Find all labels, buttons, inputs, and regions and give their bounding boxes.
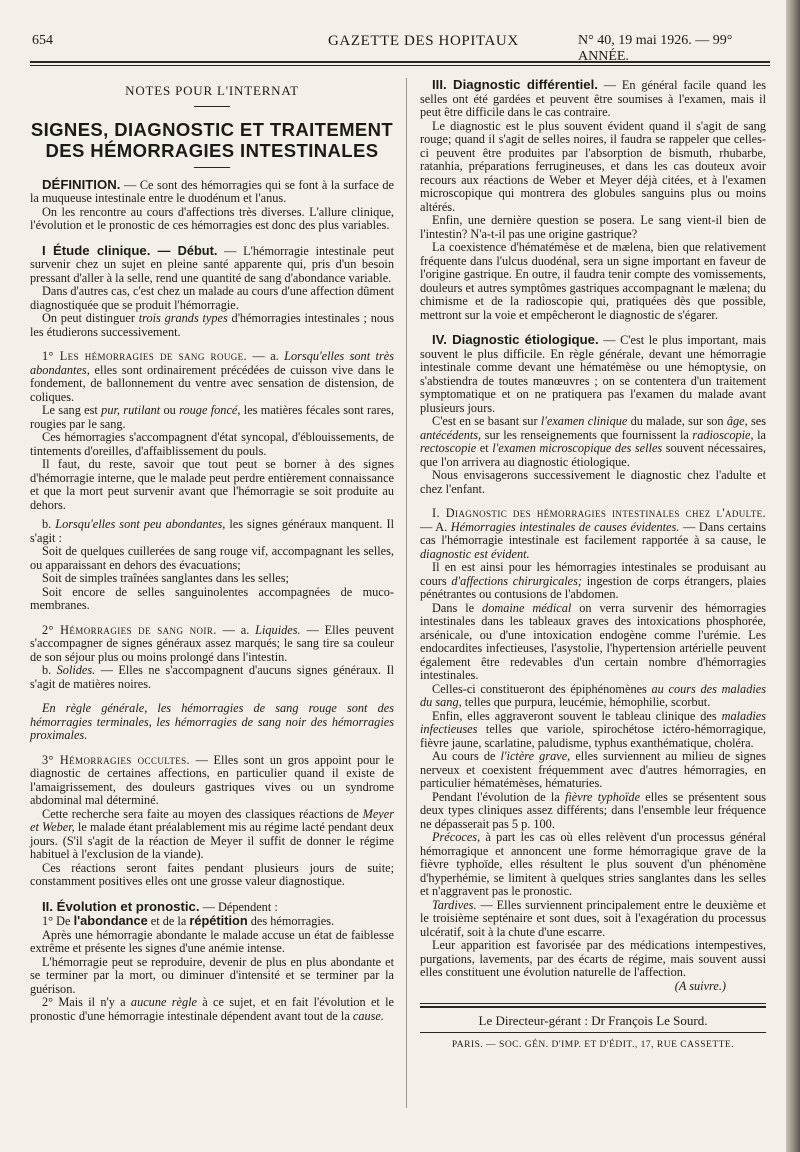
section-heading-etude: I Étude clinique.: [42, 242, 151, 258]
paragraph-sang-noir: 2° Hémorragies de sang noir. — a. Liquides. — Elles peuvent s'accompagner de signes généraux assez marqués; le sang tire sa couleur de son séjour plus ou moins prolongé dans l'intestin.: [30, 622, 394, 664]
section-heading-diag-differentiel: III. Diagnostic différentiel.: [432, 77, 598, 92]
paragraph: L'hémorragie peut se reproduire, devenir de plus en plus abondante et se terminer par la mort, ou diminuer d'intensité et se terminer par la guérison.: [30, 954, 394, 996]
paragraph: Cette recherche sera faite au moyen des classiques réactions de Meyer et Weber, le malade étant préalablement mis au régime lacté pendant deux jours. (S'il s'agit de la réaction de Meyer il suffit de donner le régime habituel à l'exclusion de la viande).: [30, 806, 394, 861]
paragraph: Au cours de l'ictère grave, elles surviennent au milieu de signes nerveux et coexistent fréquemment avec d'autres hémorragies, en particulier hématémèses, hématuries.: [420, 749, 766, 790]
paragraph-diag-differentiel: III. Diagnostic différentiel. — En général facile quand les selles ont été gardées et peuvent être soumises à l'examen, mais il peut être difficile dans le cas contraire.: [420, 77, 766, 119]
debut-text: — L'hémorragie intestinale peut survenir chez un sujet en pleine santé apparente qui, pris d'un besoin pressant d'aller à la selle, rend une quantité de sang d'abondance variable.: [30, 243, 394, 285]
paragraph: Nous envisagerons successivement le diagnostic chez l'adulte et chez l'enfant.: [420, 468, 766, 496]
paragraph: Celles-ci constitueront des épiphénomènes au cours des maladies du sang, telles que purpura, leucémie, hémophilie, scorbut.: [420, 681, 766, 709]
paragraph-etude-clinique: [30, 244, 394, 286]
paragraph: Soit de quelques cuillerées de sang rouge vif, accompagnant les selles, ou apparaissant en dehors des évacuations;: [30, 544, 394, 572]
article-title-line1: SIGNES, DIAGNOSTIC ET TRAITEMENT: [30, 118, 394, 140]
paragraph: Le sang est pur, rutilant ou rouge foncé, les matières fécales sont rares, rougies par le sang.: [30, 403, 395, 431]
section-head: NOTES POUR L'INTERNAT: [125, 83, 299, 98]
header-rule-thick: [30, 61, 770, 63]
paragraph: 1° De l'abondance et de la répétition des hémorragies.: [42, 913, 335, 928]
section-heading-evolution: II. Évolution et pronostic.: [42, 898, 200, 914]
paragraph: b. Lorsqu'elles sont peu abondantes, les signes généraux manquent. Il s'agit :: [30, 517, 394, 545]
subheading-debut: — Début.: [150, 242, 218, 258]
paragraph: 2° Mais il n'y a aucune règle à ce sujet, et en fait l'évolution et le pronostic d'une hémorragie intestinale dépendent avant tout de la cause.: [30, 995, 394, 1023]
to-be-continued: [420, 980, 766, 994]
running-head: [32, 33, 770, 64]
paragraph: Dans d'autres cas, c'est chez un malade au cours d'une affection dûment diagnostiquée que se produit l'hémorragie.: [30, 284, 394, 312]
paragraph: Enfin, une dernière question se posera. Le sang vient-il bien de l'intestin? N'a-t-il pas une origine gastrique?: [420, 213, 766, 241]
italic-text: Lorsqu'elles sont très abondantes,: [30, 349, 394, 377]
paragraph-occultes: 3° Hémorragies occultes. — Elles sont un gros appoint pour le diagnostic de certaines affections, en particulier quand il existe de l'amaigrissement, des douleurs gastriques vives ou un syndrome abdominal mal déterminé.: [30, 752, 394, 807]
left-column: [30, 78, 394, 1023]
right-column: [420, 78, 766, 1052]
director-signature: Le Directeur-gérant : Dr François Le Sourd.: [478, 1013, 708, 1028]
page-number: 654: [32, 33, 53, 48]
italic-text: En règle générale, les hémorragies de sang rouge sont des hémorragies terminales, les hémorragies de sang noir des hémorragies proximales.: [30, 701, 394, 742]
paragraph-diag-adulte: I. Diagnostic des hémorragies intestinales chez l'adulte. — A. Hémorragies intestinales de causes évidentes. — Dans certains cas l'hémorragie intestinale est facilement rapportée à sa cause, le diagnostic est évident.: [420, 506, 766, 561]
paragraph: Le diagnostic est le plus souvent évident quand il s'agit de sang rouge; quand il s'agit de selles noires, il faudra se rappeler que celles-ci peuvent être produites par l'absorption de bismuth, rhubarbe, ratanhia, préparations ferrugineuses, et dans les cas douteux avoir recours aux réactions de Weber et Meyer déjà citées, et à l'examen microscopique qui montrera des globules sanguins plus ou moins altérés.: [420, 118, 766, 214]
section-heading-diag-etiologique: IV. Diagnostic étiologique.: [432, 332, 599, 347]
issue-info: N° 40, 19 mai 1926. — 99° ANNÉE.: [578, 33, 733, 64]
paragraph: Pendant l'évolution de la fièvre typhoïde elles se présentent sous deux types cliniques assez différents; dans l'ensemble leur fréquence ne dépasserait pas 5 p. 100.: [420, 789, 767, 831]
subheading-sang-noir: 2° Hémorragies de sang noir.: [42, 622, 217, 637]
paragraph: Après une hémorragie abondante le malade accuse un état de faiblesse extrême et présente les signes d'une anémie intense.: [30, 927, 394, 955]
paragraph: Ces réactions seront faites pendant plusieurs jours de suite; constamment positives elles ont une grosse valeur diagnostique.: [30, 860, 394, 888]
definition-label: DÉFINITION.: [42, 176, 121, 192]
paragraph: Tardives. — Elles surviennent principalement entre le deuxième et le troisième septénaire et sont dues, soit à l'exagération du processus ulcératif, soit à la chute d'une escarre.: [420, 897, 766, 939]
paragraph: Leur apparition est favorisée par des médications intempestives, purgations, lavements, par des écarts de régime, mais souvent aussi elles constituent une évolution naturelle de l'affection.: [420, 938, 766, 979]
page-edge-shadow: [786, 0, 800, 1152]
paragraph: Ces hémorragies s'accompagnent d'état syncopal, d'éblouissements, de tintements d'oreilles, d'affaiblissement du pouls.: [30, 430, 394, 458]
paragraph-evolution: II. Évolution et pronostic. — Dépendent :: [42, 898, 278, 914]
title-rule-top: [194, 106, 230, 107]
paragraph: On les rencontre au cours d'affections très diverses. L'allure clinique, l'évolution et le pronostic de ces hémorragies est donc des plus variables.: [30, 204, 394, 232]
paragraph-regle: [30, 702, 394, 743]
article-title: [30, 119, 394, 161]
footer-rule-thin: [420, 1003, 766, 1004]
paragraph: C'est en se basant sur l'examen clinique du malade, sur son âge, ses antécédents, sur les renseignements que fournissent la radioscopie, la rectoscopie et l'examen microscopique des selles souvent nécessaires, que l'on arrivera au diagnostic étiologique.: [420, 414, 766, 469]
paragraph: La coexistence d'hématémèse et de mælena, bien que relativement fréquente dans l'ulcus duodénal, sera un signe important en faveur de l'origine gastrique. En outre, il faudra tenir compte des vomissements, douleurs et autres symptômes gastriques accompagnant le mælena; du chimisme et de la radioscopie qui, pratiquées dès que possible, mettront sur la voie et empêcheront le diagnostic de s'égarer.: [420, 240, 766, 322]
journal-title: GAZETTE DES HOPITAUX: [328, 33, 519, 49]
paragraph: Soit encore de selles sanguinolentes accompagnées de muco-membranes.: [30, 584, 394, 612]
subheading-sang-rouge: 1° Les hémorragies de sang rouge.: [42, 349, 248, 363]
paragraph: Soit de simples traînées sanglantes dans les selles;: [42, 571, 289, 585]
definition-text: — Ce sont des hémorragies qui se font à la surface de la muqueuse intestinale entre le duodénum et l'anus.: [30, 177, 394, 205]
paragraph: Précoces, à part les cas où elles relèvent d'un processus général hémorragique et annoncent une forme hémorragique grave de la fièvre typhoïde, elles résultent le plus souvent d'un phénomène d'hyperhémie, se limitent à quelques stries sanglantes dans les selles et n'aggravent pas le pronostic.: [420, 830, 766, 898]
subheading-diag-adulte: I. Diagnostic des hémorragies intestinales chez l'adulte.: [432, 506, 766, 520]
header-rule-thin: [30, 65, 770, 66]
paragraph: Il faut, du reste, savoir que tout peut se borner à des signes d'hémorragie interne, que le malade peut perdre entièrement connaissance et que la mort peut survenir avant que l'hémorragie se soit produite au dehors.: [30, 457, 394, 512]
paragraph: Il en est ainsi pour les hémorragies intestinales se produisant au cours d'affections chirurgicales; ingestion de corps étrangers, plaies pénétrantes ou contusions de l'abdomen.: [420, 560, 766, 601]
footer-rule-thick: [420, 1006, 766, 1008]
article-title-line2: DES HÉMORRAGIES INTESTINALES: [45, 139, 379, 161]
paragraph-definition: [30, 178, 394, 206]
paragraph: b. Solides. — Elles ne s'accompagnent d'aucuns signes généraux. Il s'agit de matières noires.: [30, 663, 394, 691]
subheading-occultes: 3° Hémorragies occultes.: [42, 752, 191, 767]
printer-rule: [420, 1032, 766, 1033]
paragraph-diag-etiologique: IV. Diagnostic étiologique. — C'est le plus important, mais souvent le plus difficile. En règle générale, devant une hémorragie intestinale comme devant une hématémèse ou une hémoptysie, on s'abstiendra de toutes manœuvres ; on se contentera d'un traitement symptomatique et on ne pratiquera pas l'examen du malade avant plusieurs jours.: [420, 332, 766, 415]
title-rule-bottom: [194, 167, 230, 168]
paragraph-sang-rouge: 1° Les hémorragies de sang rouge. — a. Lorsqu'elles sont très abondantes, elles sont ordinairement précédées de cuisson vive dans le fondement, de ballonnement du ventre avec sensation de distension, de coliques.: [30, 349, 394, 404]
printer-imprint: PARIS. — SOC. GÉN. D'IMP. ET D'ÉDIT., 17, RUE CASSETTE.: [451, 1039, 735, 1050]
column-divider: [406, 78, 407, 1108]
paragraph: Dans le domaine médical on verra survenir des hémorragies intestinales dans les tableaux graves des intoxications phosphorée, arsénicale, ou d'une intoxication endogène comme l'urémie. Les endocardites infectieuses, l'asystolie, l'hypertension artérielle peuvent également être redevables d'un certain nombre d'hémorragies intestinales.: [420, 600, 766, 682]
italic-text: (A suivre.): [674, 978, 726, 993]
paragraph: Enfin, elles aggraveront souvent le tableau clinique des maladies infectieuses telles que variole, spirochétose ictéro-hémorragique, fièvre jaune, scarlatine, paludisme, typhus exanthématique, choléra.: [420, 708, 766, 750]
italic-text: trois grands types: [138, 311, 228, 325]
paragraph: On peut distinguer trois grands types d'hémorragies intestinales ; nous les étudierons successivement.: [30, 311, 394, 339]
